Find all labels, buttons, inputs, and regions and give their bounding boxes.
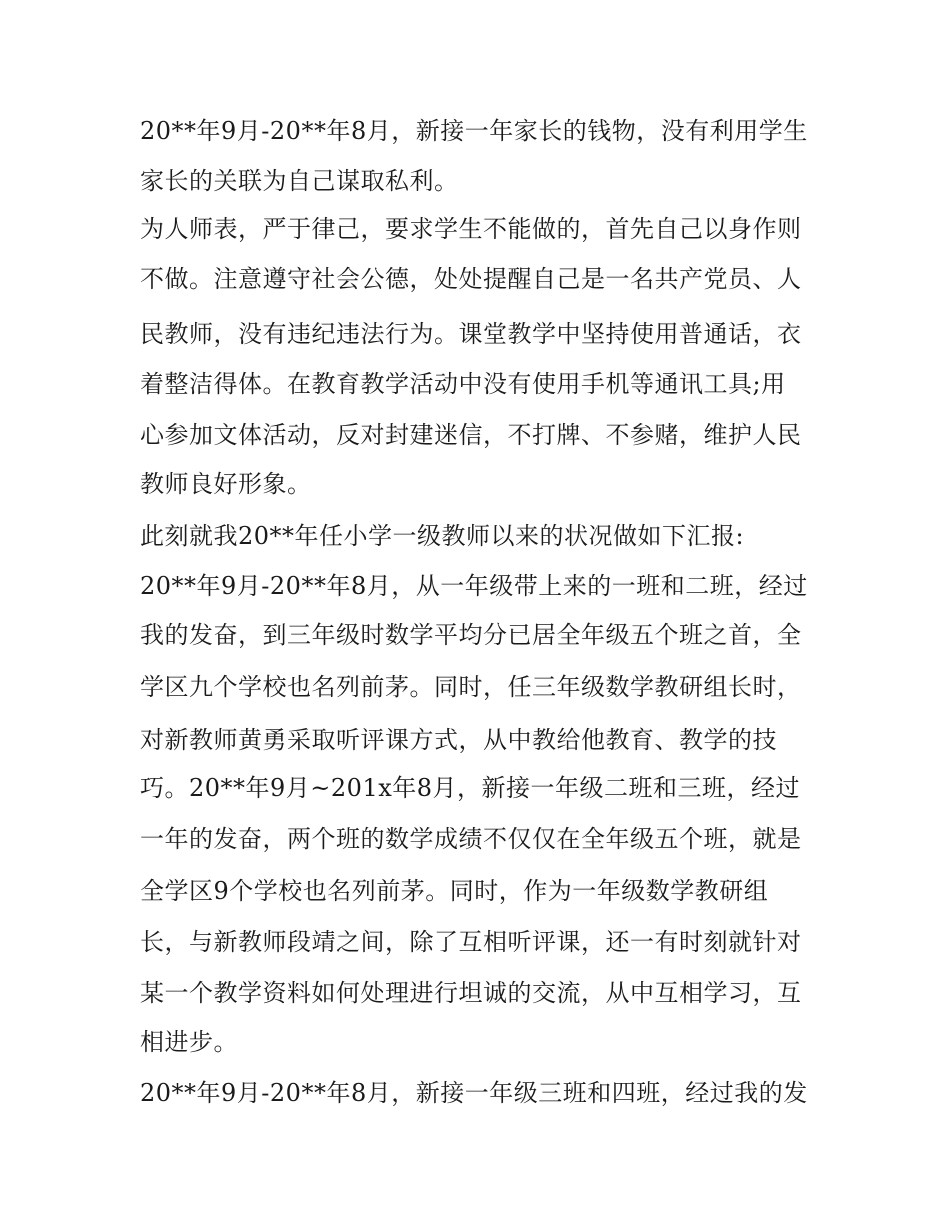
text-line: 全学区9个学校也名列前茅。同时，作为一年级数学教研组 (140, 877, 769, 905)
text-line: 20**年9月-20**年8月，新接一年家长的钱物，没有利用学生 (140, 117, 808, 145)
document-page (140, 0, 815, 1229)
text-line: 20**年9月-20**年8月，新接一年级三班和四班，经过我的发 (140, 1079, 808, 1107)
text-line: 民教师，没有违纪违法行为。课堂教学中坚持使用普通话，衣 (140, 320, 802, 348)
text-line: 20**年9月-20**年8月，从一年级带上来的一班和二班，经过 (140, 572, 808, 600)
text-line: 一年的发奋，两个班的数学成绩不仅仅在全年级五个班，就是 (140, 825, 802, 853)
text-line: 此刻就我20**年任小学一级教师以来的状况做如下汇报: (140, 522, 745, 550)
text-line: 为人师表，严于律己，要求学生不能做的，首先自己以身作则 (140, 215, 802, 243)
text-line: 着整洁得体。在教育教学活动中没有使用手机等通讯工具;用 (140, 370, 786, 398)
text-line: 心参加文体活动，反对封建迷信，不打牌、不参赌，维护人民 (140, 421, 802, 449)
text-line: 教师良好形象。 (140, 470, 312, 498)
text-line: 不做。注意遵守社会公德，处处提醒自己是一名共产党员、人 (140, 265, 802, 293)
text-line: 某一个教学资料如何处理进行坦诚的交流，从中互相学习，互 (140, 979, 802, 1007)
text-line: 学区九个学校也名列前茅。同时，任三年级数学教研组长时， (140, 673, 802, 701)
text-line: 相进步。 (140, 1028, 238, 1056)
text-line: 对新教师黄勇采取听评课方式，从中教给他教育、教学的技 (140, 726, 777, 754)
text-line: 家长的关联为自己谋取私利。 (140, 167, 459, 195)
text-line: 我的发奋，到三年级时数学平均分已居全年级五个班之首，全 (140, 621, 802, 649)
text-line: 巧。20**年9月~201x年8月，新接一年级二班和三班，经过 (140, 774, 801, 802)
text-line: 长，与新教师段靖之间，除了互相听评课，还一有时刻就针对 (140, 928, 802, 956)
